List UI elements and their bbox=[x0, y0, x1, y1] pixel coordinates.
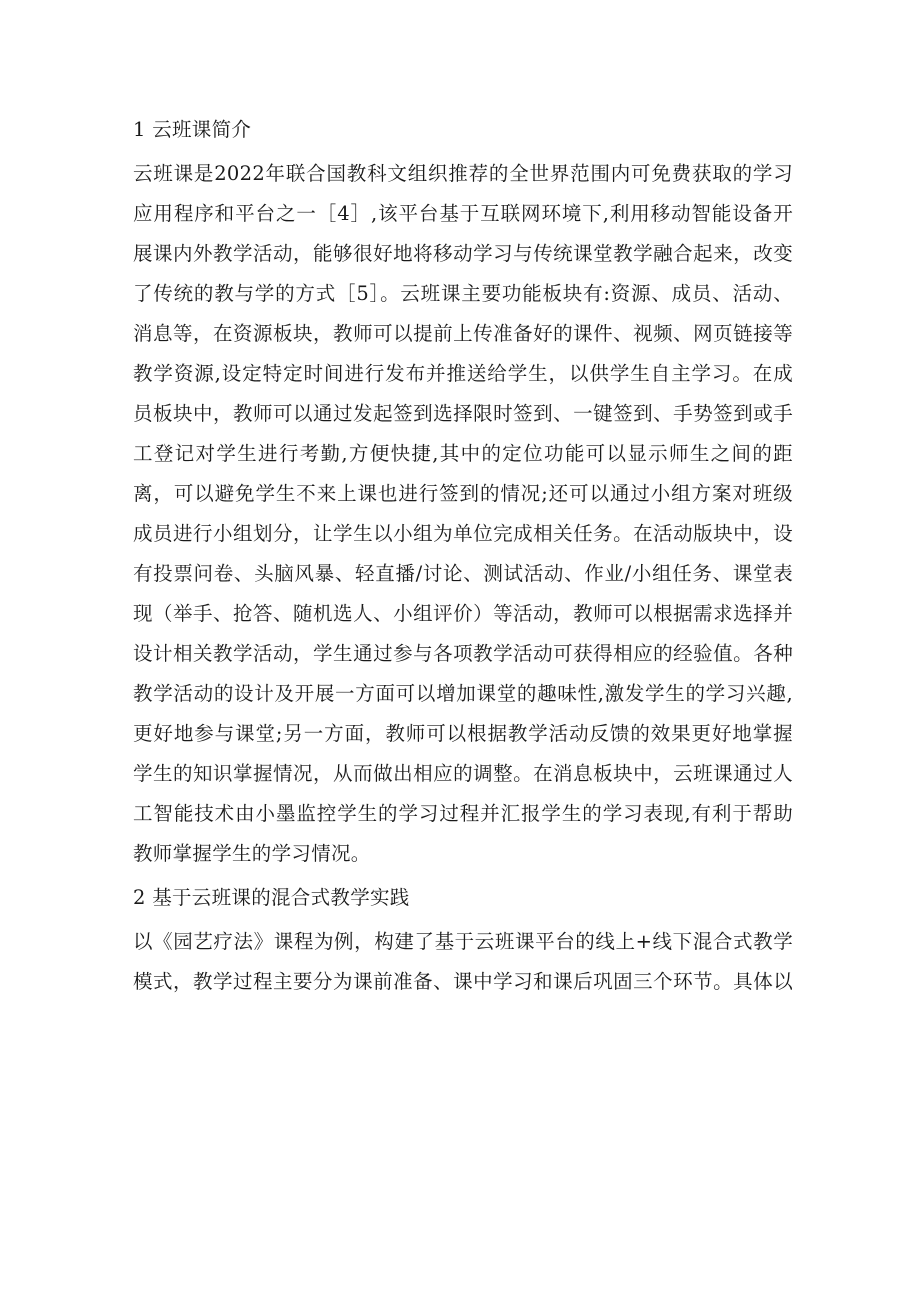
section-heading-1: 1 云班课简介 bbox=[133, 118, 252, 141]
text-line: 消息等，在资源板块，教师可以提前上传准备好的课件、视频、网页链接等 bbox=[133, 322, 793, 345]
text-line: 更好地参与课堂;另一方面，教师可以根据教学活动反馈的效果更好地掌握 bbox=[133, 722, 793, 745]
text-line: 以《园艺疗法》课程为例，构建了基于云班课平台的线上+线下混合式教学 bbox=[133, 930, 793, 953]
text-line: 了传统的教与学的方式［5］。云班课主要功能板块有:资源、成员、活动、 bbox=[133, 282, 793, 305]
text-line: 教学资源,设定特定时间进行发布并推送给学生，以供学生自主学习。在成 bbox=[133, 362, 793, 385]
text-line: 工智能技术由小墨监控学生的学习过程并汇报学生的学习表现,有利于帮助 bbox=[133, 802, 793, 825]
text-line: 模式，教学过程主要分为课前准备、课中学习和课后巩固三个环节。具体以 bbox=[133, 970, 793, 993]
text-line: 教师掌握学生的学习情况。 bbox=[133, 842, 371, 865]
section-heading-2: 2 基于云班课的混合式教学实践 bbox=[133, 886, 410, 909]
text-line: 现（举手、抢答、随机选人、小组评价）等活动，教师可以根据需求选择并 bbox=[133, 602, 793, 625]
text-line: 员板块中，教师可以通过发起签到选择限时签到、一键签到、手势签到或手 bbox=[133, 402, 793, 425]
section-1-paragraph bbox=[133, 154, 793, 874]
text-line: 工登记对学生进行考勤,方便快捷,其中的定位功能可以显示师生之间的距 bbox=[133, 442, 793, 465]
section-2-paragraph bbox=[133, 922, 793, 1002]
text-line: 成员进行小组划分，让学生以小组为单位完成相关任务。在活动版块中，设 bbox=[133, 522, 793, 545]
text-line: 云班课是2022年联合国教科文组织推荐的全世界范围内可免费获取的学习 bbox=[133, 162, 793, 185]
text-line: 展课内外教学活动，能够很好地将移动学习与传统课堂教学融合起来，改变 bbox=[133, 242, 793, 265]
text-line: 离，可以避免学生不来上课也进行签到的情况;还可以通过小组方案对班级 bbox=[133, 482, 793, 505]
text-line: 设计相关教学活动，学生通过参与各项教学活动可获得相应的经验值。各种 bbox=[133, 642, 793, 665]
text-line: 教学活动的设计及开展一方面可以增加课堂的趣味性,激发学生的学习兴趣, bbox=[133, 682, 793, 705]
text-line: 应用程序和平台之一［4］,该平台基于互联网环境下,利用移动智能设备开 bbox=[133, 202, 793, 225]
text-line: 学生的知识掌握情况，从而做出相应的调整。在消息板块中，云班课通过人 bbox=[133, 762, 793, 785]
text-line: 有投票问卷、头脑风暴、轻直播/讨论、测试活动、作业/小组任务、课堂表 bbox=[133, 562, 793, 585]
document-body bbox=[133, 110, 793, 1006]
